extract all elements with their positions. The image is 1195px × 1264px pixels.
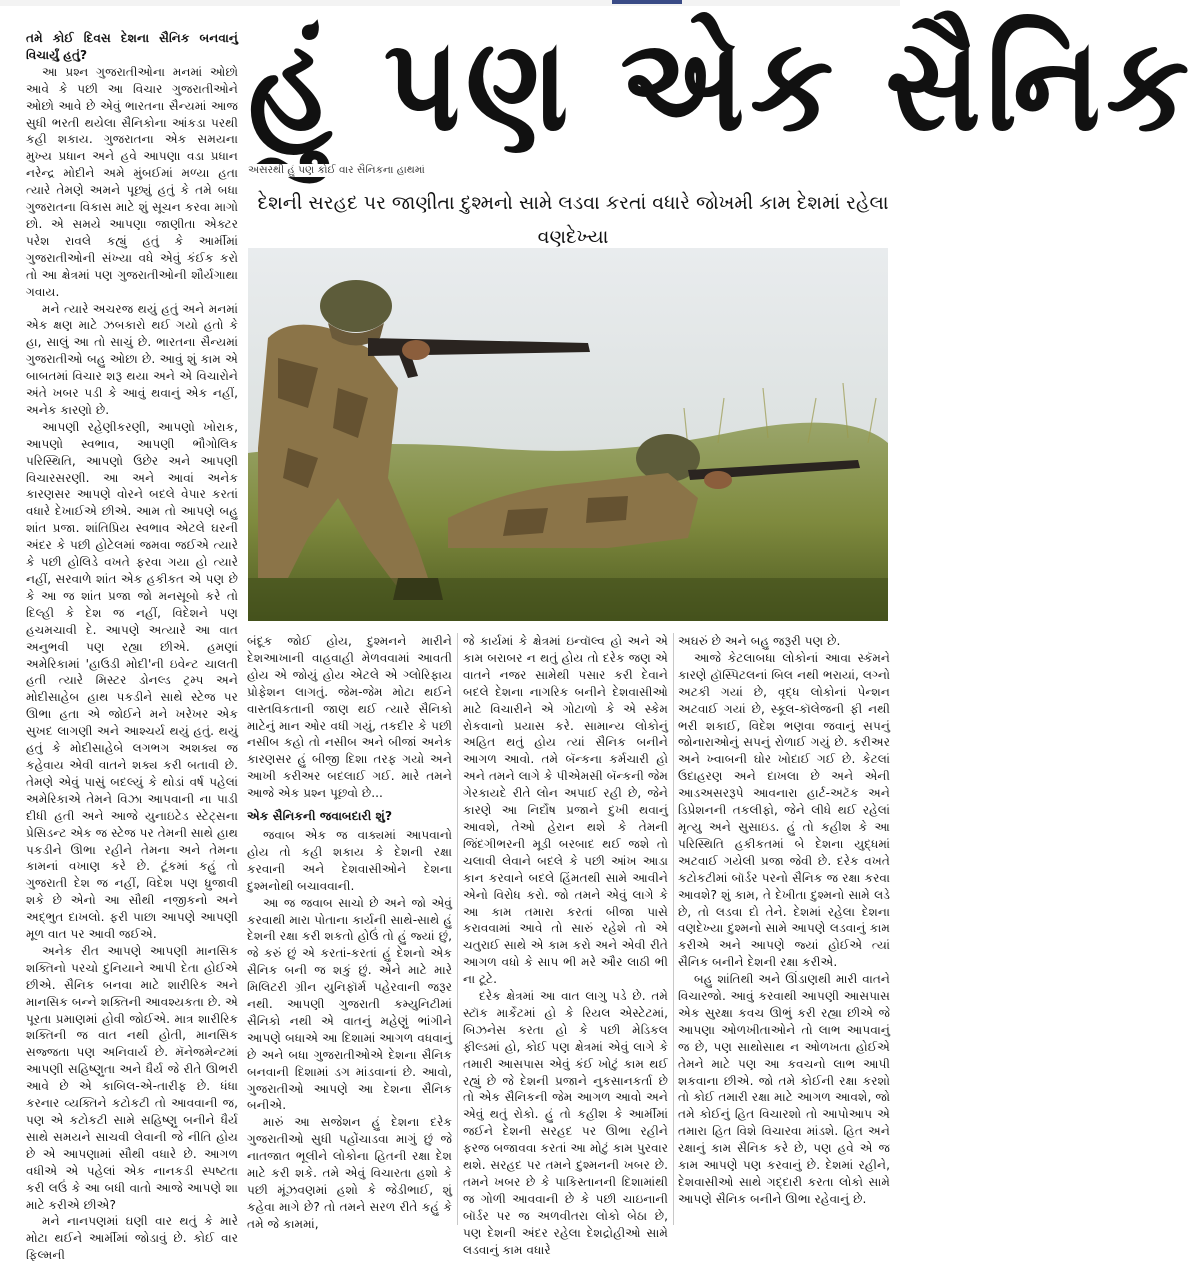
subheading-line-1: દેશની સરહદ પર જાણીતા દુશ્મનો સામે લડવા કરતાં વધારે જોખમી કામ દેશમાં રહેલા વણદેખ્યા [257, 192, 889, 248]
paragraph: બંદૂક જોઈ હોય, દુશ્મનને મારીને દેશઆખાની વાહવાહી મેળવવામાં આવતી હોય એ જોયું હોય એટલે એ ગ્લોરિફાય પ્રોફેશન લાગતું. જેમ-જેમ મોટા થઈને વાસ્તવિકતાની જાણ થઈ ત્યારે સૈનિકો માટેનું માન ઓર વધી ગયું, તકદીર કે પછી નસીબ કહો તો નસીબ અને બીજાં અનેક કારણસર હું બીજી દિશા તરફ ગયો અને આખી કરીઅર બદલાઈ ગઈ. મારે તમને આજે એક પ્રશ્ન પૂછવો છે... [247, 634, 452, 801]
article-column-4 [678, 633, 890, 1225]
paragraph: આ પ્રશ્ન ગુજરાતીઓના મનમાં ઓછો આવે કે પછી આ વિચાર ગુજરાતીઓને ઓછો આવે છે એવું ભારતના સૈન્યમાં આજ સુધી ભરતી થયેલા સૈનિકોના આંકડા પરથી કહી શકાય. ગુજરાતના એક સમયના મુખ્ય પ્રધાન અને હવે આપણા વડા પ્રધાન નરેન્દ્ર મોદીને અમે મુંબઈમાં મળ્યા હતા ત્યારે તેમણે અમને પૂછ્યું હતું કે તમે બધા ગુજરાતના વિકાસ માટે શું સૂચન કરવા માગો છો. એ સમયે આપણા જાણીતા એક્ટર પરેશ રાવલે કહ્યું હતું કે આર્મીમાં ગુજરાતીઓની સંખ્યા વધે એવું કંઈક કરો તો આ ક્ષેત્રમાં પણ ગુજરાતીઓની શૌર્યગાથા ગવાય. [26, 64, 238, 299]
article-column-3 [463, 633, 668, 1257]
paragraph: મને નાનપણમાં ઘણી વાર થતું કે મારે મોટા થઈને આર્મીમાં જોડાવું છે. કોઈ વાર ફિલ્મની [26, 1214, 238, 1263]
paragraph: અનેક રીત આપણે આપણી માનસિક શક્તિનો પરચો દુનિયાને આપી દેતા હોઈએ છીએ. સૈનિક બનવા માટે શારીરિક અને માનસિક બન્ને શક્તિની આવશ્યકતા છે. એ પૂરતા પ્રમાણમાં હોવી જોઈએ. માત્ર શારીરિક શક્તિની જ વાત નથી હોતી, માનસિક સજ્જતા પણ અનિવાર્ય છે. મૅનેજમેન્ટમાં આપણી સહિષ્ણુતા અને ધૈર્ય જે રીતે ઊભરી આવે છે એ કાબિલ-એ-તારીફ છે. ધંધા કરનાર વ્યક્તિને કટોકટી તો આવવાની જ, પણ એ કટોકટી સામે સહિષ્ણુ બનીને ધૈર્ય સાથે સમયને સાચવી લેવાની જે નીતિ હોય છે એ આપણામાં સૌથી વધારે છે. આગળ વધીએ એ પહેલાં એક નાનકડી સ્પષ્ટતા કરી લઉં કે આ બધી વાતો આજે આપણે શા માટે કરીએ છીએ? [26, 943, 238, 1212]
paragraph: જે કાર્યમાં કે ક્ષેત્રમાં ઇન્વૉલ્વ હો અને એ કામ બરાબર ન થતું હોય તો દરેક જણ એ વાતને નજર સામેથી પસાર કરી દેવાને બદલે દેશના નાગરિક બનીને દેશવાસીઓ માટે વિચારીને એ ગોટાળો કે એ સ્કેમ રોકવાનો પ્રયાસ કરે. સામાન્ય લોકોનું અહિત થતું હોય ત્યાં સૈનિક બનીને આગળ આવો. તમે બૅન્કના કર્મચારી હો અને તમને લાગે કે પીએમસી બૅન્કની જેમ ગેરકાયદે રીતે લોન અપાઈ રહી છે, જેને કારણે આ નિર્દોષ પ્રજાને દુખી થવાનું આવશે, તેઓ હેરાન થશે કે તેમની જિંદગીભરની મૂડી બરબાદ થઈ જશે તો ચલાવી લેવાને બદલે કે પછી આંખ આડા કાન કરવાને બદલે હિંમતથી સામે આવીને એનો વિરોધ કરો. જો તમને એવું લાગે કે આ કામ તમારા કરતાં બીજા પાસે કરાવવામાં આવે તો સારું રહેશે તો એ ચતુરાઈ સાથે એ કામ કરો અને એવી રીતે આગળ વધો કે સાપ ભી મરે ઔર લાઠી ભી ના ટૂટે. [463, 634, 668, 987]
paragraph: મારું આ સજેશન હું દેશના દરેક ગુજરાતીઓ સુધી પહોંચાડવા માગું છું જે નાતજાત ભૂલીને લોકોના હિતની રક્ષા દેશ માટે કરી શકે. તમે એવું વિચારતા હશો કે પછી મૂંઝવણમાં હશો કે જેડીભાઈ, શું કહેવા માગે છે? તો તમને સરળ રીતે કહું કે તમે જે કામમાં, [247, 1115, 452, 1231]
paragraph: જવાબ એક જ વાક્યમાં આપવાનો હોય તો કહી શકાય કે દેશની રક્ષા કરવાની અને દેશવાસીઓને દેશના દુશ્મનોથી બચાવવાની. [247, 827, 452, 893]
lead-question: તમે કોઈ દિવસ દેશના સૈનિક બનવાનું વિચાર્યું હતું? [26, 31, 238, 62]
masthead-accent [612, 0, 682, 4]
column-divider [673, 633, 674, 1225]
paragraph: દરેક ક્ષેત્રમાં આ વાત લાગુ પડે છે. તમે સ્ટૉક માર્કેટમાં હો કે રિયલ એસ્ટેટમાં, બિઝનેસ કરતા હો કે પછી મેડિકલ ફીલ્ડમાં હો, કોઈ પણ ક્ષેત્રમાં એવું લાગે કે તમારી આસપાસ એવું કંઈ ખોટું કામ થઈ રહ્યું છે જે દેશની પ્રજાને નુકસાનકર્તા છે તો એક સૈનિકની જેમ આગળ આવો અને એવું થતું રોકો. હું તો કહીશ કે આર્મીમાં જઈને દેશની સરહદ પર ઊભા રહીને ફરજ બજાવવા કરતાં આ મોટું કામ પુરવાર થશે. સરહદ પર તમને દુશ્મનની ખબર છે. તમને ખબર છે કે પાકિસ્તાનની દિશામાંથી જ ગોળી આવવાની છે કે પછી ચાઇનાની બૉર્ડર પર જ અળવીતરા લોકો બેઠા છે, પણ દેશની અંદર રહેલા દેશદ્રોહીઓ સામે લડવાનું કામ વધારે [463, 989, 668, 1257]
headline: હું પણ એક સૈનિક [248, 11, 1195, 160]
column-divider [457, 633, 458, 1225]
paragraph: બહુ શાંતિથી અને ઊંડાણથી મારી વાતને વિચારજો. આવું કરવાથી આપણી આસપાસ એક સુરક્ષા કવચ ઊભું કરી રહ્યા છીએ જે આપણા ઓળખીતાઓને તો લાભ આપવાનું જ છે, પણ સાથોસાથ ન ઓળખતા હોઈએ તેમને માટે પણ આ કવચનો લાભ આપી શકવાના છીએ. જો તમે કોઈની રક્ષા કરશો તો કોઈ તમારી રક્ષા માટે આગળ આવશે, જો તમે કોઈનું હિત વિચારશો તો આપોઆપ એ તમારા હિત વિશે વિચારવા માંડશે. હિત અને રક્ષાનું કામ સૈનિક કરે છે, પણ હવે એ જ કામ આપણે પણ કરવાનું છે. દેશમાં રહીને, દેશવાસીઓ સાથે ગદ્દારી કરતા લોકો સામે આપણે સૈનિક બનીને ઊભા રહેવાનું છે. [678, 972, 890, 1206]
paragraph: આજે કેટલાબધા લોકોનાં આવા સ્કૅમને કારણે હૉસ્પિટલનાં બિલ નથી ભરાયાં, લગ્નો અટકી ગયાં છે, વૃદ્ધ લોકોનાં પેન્શન અટવાઈ ગયાં છે, સ્કૂલ-કૉલેજની ફી નથી ભરી શકાઈ, વિદેશ ભણવા જવાનું સપનું જોનારાઓનું સપનું રોળાઈ ગયું છે. કરીઅર અને ખ્વાબની ઘોર ખોદાઈ ગઈ છે. કેટલાં ઉદાહરણ અને દાખલા છે અને એની આડઅસરરૂપે આવનારા હાર્ટ-અટૅક અને ડિપ્રેશનની તકલીફો, જેને લીધે થઈ રહેલાં મૃત્યુ અને સુસાઇડ. હું તો કહીશ કે આ પરિસ્થિતિ હકીકતમાં બે દેશના યુદ્ધમાં અટવાઈ ગયેલી પ્રજા જેવી છે. દરેક વખતે કટોકટીમાં બૉર્ડર પરનો સૈનિક જ રક્ષા કરવા આવશે? શું કામ, તે દેખીતા દુશ્મનો સામે લડે છે, તો લડવા દો તેને. દેશમાં રહેલા દેશના વણદેખ્યા દુશ્મનો સામે આપણે લડવાનું કામ કરીએ અને આપણે જ્યાં હોઈએ ત્યાં સૈનિક બનીને દેશની રક્ષા કરીએ. [678, 650, 890, 970]
paragraph: અઘરું છે અને બહુ જરૂરી પણ છે. [678, 634, 841, 648]
article-column-1 [26, 30, 238, 1263]
paragraph: મને ત્યારે અચરજ થયું હતું અને મનમાં એક ક્ષણ માટે ઝબકારો થઈ ગયો હતો કે હા, સાલું આ તો સાચું છે. ભારતના સૈન્યમાં ગુજરાતીઓ બહુ ઓછા છે. આવું શું કામ એ બાબતમાં વિચાર શરૂ થયા અને એ વિચારોને અંતે ખબર પડી કે આવું થવાનું એક નહીં, અનેક કારણો છે. [26, 301, 238, 417]
soldiers-photo-graphic [248, 248, 888, 621]
section-question: એક સૈનિકની જવાબદારી શું? [247, 809, 393, 824]
photo-caption: અસરથી હું પણ કોઈ વાર સૈનિકના હાથમાં [248, 164, 429, 177]
paragraph: આ જ જવાબ સાચો છે અને જો એવું કરવાથી મારા પોતાના કાર્યની સાથે-સાથે હું દેશની રક્ષા કરી શકતો હોઉં તો હું જ્યાં છું, જે કરું છું એ કરતાં-કરતાં હું દેશનો એક સૈનિક બની જ શકું છું. એને માટે મારે મિલિટરી ગ્રીન યુનિફૉર્મ પહેરવાની જરૂર નથી. આપણી ગુજરાતી કમ્યુનિટીમાં સૈનિકો નથી એ વાતનું મહેણું ભાંગીને આપણે બધાએ આ દિશામાં આગળ વધવાનું છે અને બધા ગુજરાતીઓએ દેશના સૈનિક બનવાની દિશામાં ડગ માંડવાનાં છે. આવો, ગુજરાતીઓ આપણે આ દેશના સૈનિક બનીએ. [247, 895, 452, 1113]
soldiers-photo [248, 248, 888, 621]
paragraph: આપણી રહેણીકરણી, આપણો ખોરાક, આપણો સ્વભાવ, આપણી ભૌગોલિક પરિસ્થિતિ, આપણો ઉછેર અને આપણી વિચારસરણી. આ અને આવાં અનેક કારણસર આપણે વોરને બદલે વેપાર કરતાં વધારે દેખાઈએ છીએ. આમ તો આપણે બહુ શાંત પ્રજા. શાંતિપ્રિય સ્વભાવ એટલે ઘરની અંદર કે પછી હોટેલમાં જમવા જઈએ ત્યારે કે પછી હોલિડે વખતે ફરવા ગયા હો ત્યારે નહીં, સરવાળે શાંત એક હકીકત એ પણ છે કે આ જ શાંત પ્રજા જો મનસૂબો કરે તો દિલ્હી કે દેશ જ નહીં, વિદેશને પણ હચમચાવી દે. આપણે અત્યારે આ વાત અનુભવી પણ રહ્યા છીએ. હમણાં અમેરિકામાં 'હાઉડી મોદી'ની ઇવેન્ટ ચાલતી હતી ત્યારે મિસ્ટર ડોનલ્ડ ટ્રમ્પ અને મોદીસાહેબ હાથ પકડીને સાથે સ્ટેજ પર ઊભા હતા એ જોઈને મને ખરેખર એક સુખદ લાગણી અને આશ્ચર્ય થયું હતું. થયું હતું કે મોદીસાહેબે લગભગ અશક્ય જ કહેવાય એવી વાતને શક્ય કરી બતાવી છે. તેમણે એવું પાસું બદલ્યું કે થોડાં વર્ષ પહેલાં અમેરિકાએ તેમને વિઝા આપવાની ના પાડી દીધી હતી અને આજે યુનાઇટેડ સ્ટેટ્સના પ્રેસિડન્ટ એક જ સ્ટેજ પર તેમની સાથે હાથ પકડીને ઊભા રહીને તેમના અને તેમના કામનાં વખાણ કરે છે. ટૂંકમાં કહું તો ગુજરાતી દેશ જ નહીં, વિદેશ પણ ધ્રુજાવી શકે છે એનો આ સૌથી નજીકનો અને અદ્ભુત દાખલો. ફરી પાછા આપણે આપણી મૂળ વાત પર આવી જઈએ. [26, 419, 238, 942]
article-column-2 [247, 633, 452, 1231]
